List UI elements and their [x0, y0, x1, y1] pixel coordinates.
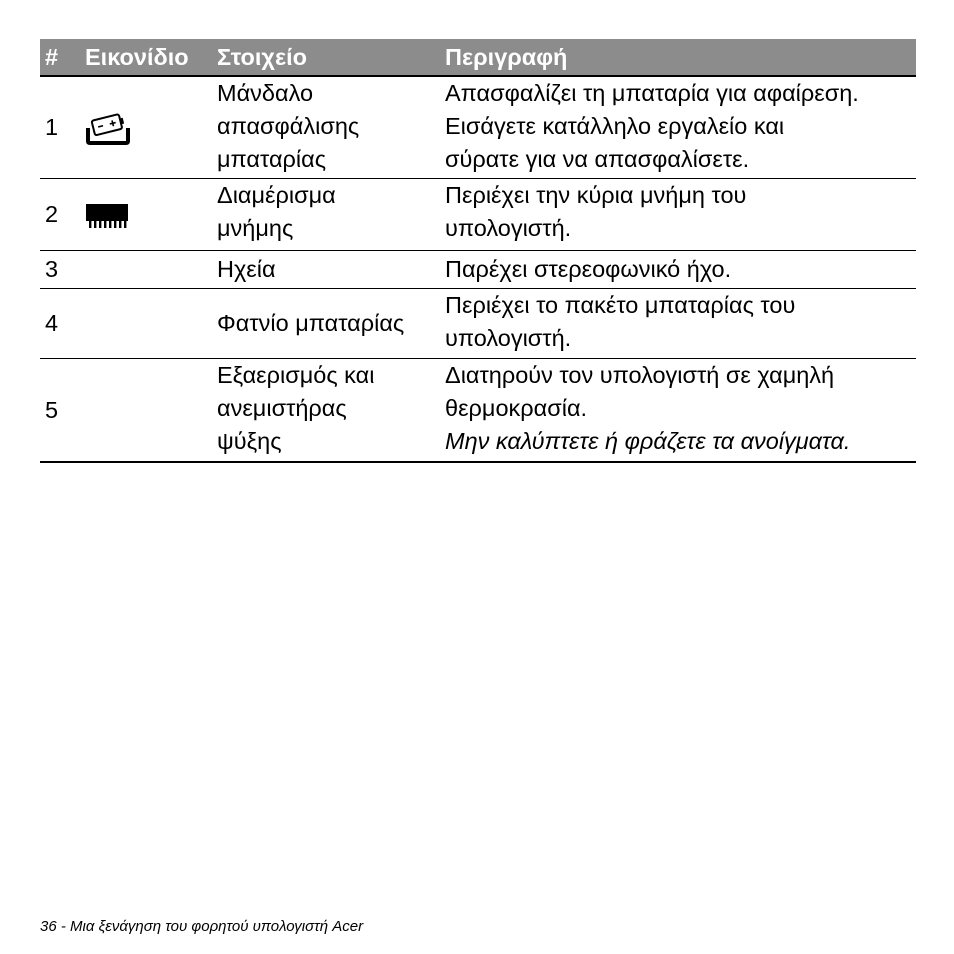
item-line: Φατνίο μπαταρίας — [217, 310, 405, 336]
row-number: 1 — [40, 76, 85, 179]
components-table — [40, 39, 916, 463]
table-header — [40, 39, 916, 76]
table-row — [40, 251, 916, 289]
description-line: Περιέχει το πακέτο μπαταρίας του — [445, 292, 796, 318]
row-item — [217, 251, 445, 289]
row-icon-cell — [85, 179, 217, 251]
row-description — [445, 251, 916, 289]
item-line: Μάνδαλο — [217, 80, 314, 106]
row-icon-cell — [85, 289, 217, 359]
battery-lock-icon — [85, 111, 131, 145]
row-number: 4 — [40, 289, 85, 359]
row-number: 3 — [40, 251, 85, 289]
description-note: Μην καλύπτετε ή φράζετε τα ανοίγματα. — [445, 428, 851, 454]
row-icon-cell — [85, 359, 217, 463]
header-icon: Εικονίδιο — [85, 39, 217, 76]
table-row — [40, 76, 916, 179]
memory-icon — [85, 201, 129, 231]
description-line: υπολογιστή. — [445, 215, 572, 241]
row-icon-cell — [85, 251, 217, 289]
row-item — [217, 76, 445, 179]
description-line: θερμοκρασία. — [445, 395, 588, 421]
row-icon-cell — [85, 76, 217, 179]
item-line: Εξαερισμός και — [217, 362, 375, 388]
description-line: Εισάγετε κατάλληλο εργαλείο και — [445, 113, 785, 139]
page-footer: 36 - Μια ξενάγηση του φορητού υπολογιστή Acer — [40, 918, 364, 935]
header-item: Στοιχείο — [217, 39, 445, 76]
table-row — [40, 289, 916, 359]
header-description: Περιγραφή — [445, 39, 916, 76]
header-number: # — [40, 39, 85, 76]
description-line: υπολογιστή. — [445, 325, 572, 351]
item-line: μπαταρίας — [217, 146, 327, 172]
table-row — [40, 359, 916, 463]
item-line: μνήμης — [217, 215, 294, 241]
row-item — [217, 179, 445, 251]
item-line: Ηχεία — [217, 256, 276, 282]
item-line: ψύξης — [217, 428, 282, 454]
description-line: Διατηρούν τον υπολογιστή σε χαμηλή — [445, 362, 835, 388]
description-line: σύρατε για να απασφαλίσετε. — [445, 146, 750, 172]
row-number: 5 — [40, 359, 85, 463]
description-line: Παρέχει στερεοφωνικό ήχο. — [445, 256, 732, 282]
row-description — [445, 76, 916, 179]
row-item — [217, 359, 445, 463]
description-line: Απασφαλίζει τη μπαταρία για αφαίρεση. — [445, 80, 859, 106]
table-row — [40, 179, 916, 251]
description-line: Περιέχει την κύρια μνήμη του — [445, 182, 747, 208]
item-line: ανεμιστήρας — [217, 395, 347, 421]
item-line: απασφάλισης — [217, 113, 360, 139]
row-number: 2 — [40, 179, 85, 251]
row-item — [217, 289, 445, 359]
row-description — [445, 289, 916, 359]
row-description — [445, 179, 916, 251]
item-line: Διαμέρισμα — [217, 182, 336, 208]
row-description — [445, 359, 916, 463]
